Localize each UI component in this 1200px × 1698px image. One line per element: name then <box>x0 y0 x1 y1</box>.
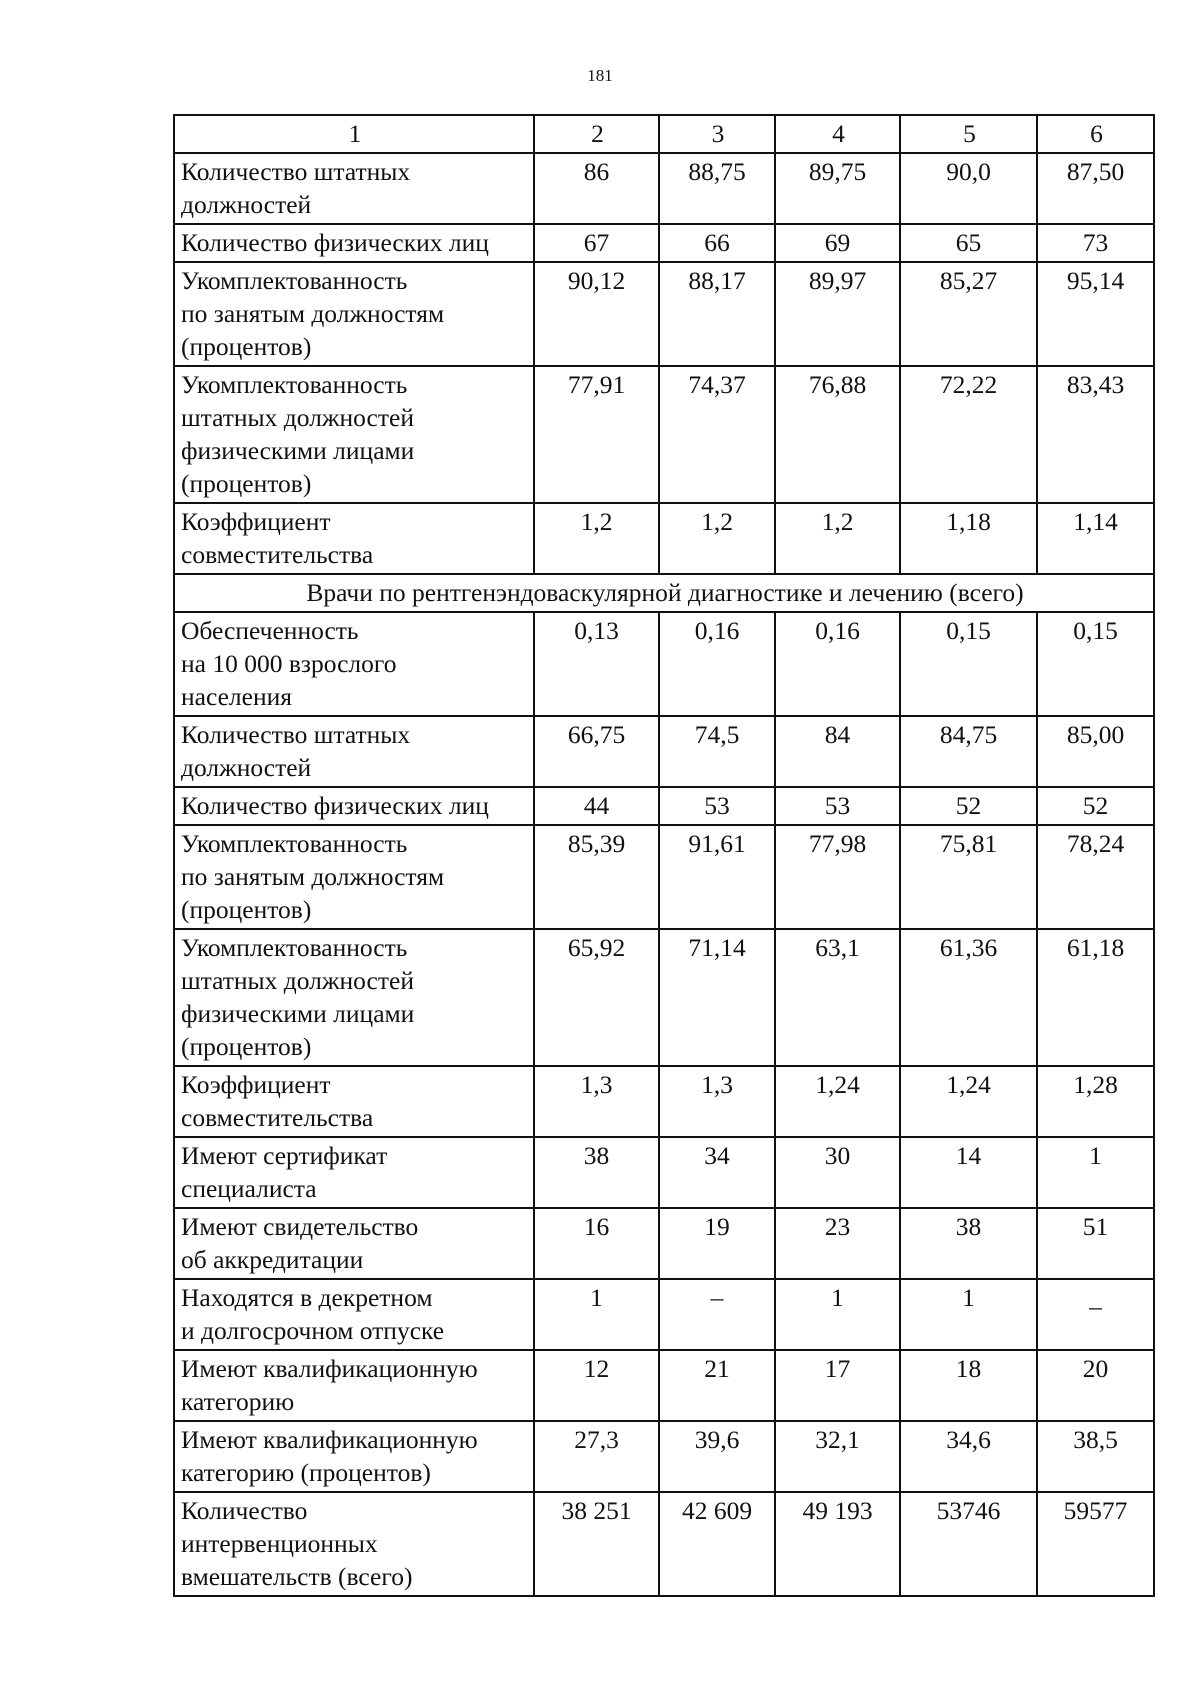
row-label <box>174 224 534 262</box>
table-row <box>174 787 1154 825</box>
table-row <box>174 825 1154 929</box>
row-value: 74,37 <box>659 366 775 503</box>
row-value: 89,75 <box>775 153 900 224</box>
section-row <box>174 574 1154 612</box>
row-value: 61,18 <box>1037 929 1154 1066</box>
row-value: 0,15 <box>900 612 1037 716</box>
row-value: 18 <box>900 1350 1037 1421</box>
row-label-line: Находятся в декретном <box>181 1283 433 1312</box>
row-label <box>174 1279 534 1350</box>
row-value: 77,98 <box>775 825 900 929</box>
row-value: 77,91 <box>534 366 659 503</box>
row-value: 90,12 <box>534 262 659 366</box>
row-value: 74,5 <box>659 716 775 787</box>
row-label-line: Имеют сертификат <box>181 1141 388 1170</box>
row-value: 66,75 <box>534 716 659 787</box>
row-value: 1 <box>534 1279 659 1350</box>
row-label <box>174 1066 534 1137</box>
row-value: 67 <box>534 224 659 262</box>
row-label-line: Количество штатных <box>181 157 411 186</box>
row-value: 1,3 <box>659 1066 775 1137</box>
row-label-line: Укомплектованность <box>181 933 408 962</box>
row-label-line: по занятым должностям <box>181 299 445 328</box>
row-value: 84 <box>775 716 900 787</box>
row-value: 27,3 <box>534 1421 659 1492</box>
page-number: 181 <box>587 66 613 85</box>
row-value: 39,6 <box>659 1421 775 1492</box>
row-value: 20 <box>1037 1350 1154 1421</box>
row-value: 23 <box>775 1208 900 1279</box>
row-value: 1,24 <box>775 1066 900 1137</box>
row-value: 1,14 <box>1037 503 1154 574</box>
row-value: _ <box>1037 1279 1154 1350</box>
row-label-line: интервенционных <box>181 1529 378 1558</box>
row-label-line: физическими лицами <box>181 999 415 1028</box>
row-value: 63,1 <box>775 929 900 1066</box>
row-value: 85,27 <box>900 262 1037 366</box>
row-value: 1,28 <box>1037 1066 1154 1137</box>
row-value: 44 <box>534 787 659 825</box>
row-label-line: Обеспеченность <box>181 616 359 645</box>
column-number: 2 <box>534 115 659 153</box>
row-label <box>174 1350 534 1421</box>
row-value: 88,75 <box>659 153 775 224</box>
column-number: 3 <box>659 115 775 153</box>
row-value: 84,75 <box>900 716 1037 787</box>
row-value: 0,15 <box>1037 612 1154 716</box>
row-label-line: об аккредитации <box>181 1245 364 1274</box>
row-value: 52 <box>1037 787 1154 825</box>
row-label-line: вмешательств (всего) <box>181 1562 413 1591</box>
table-row <box>174 1279 1154 1350</box>
row-label-line: Имеют квалификационную <box>181 1354 478 1383</box>
row-label-line: на 10 000 взрослого <box>181 649 397 678</box>
row-label-line: Количество <box>181 1496 308 1525</box>
row-value: 53746 <box>900 1492 1037 1596</box>
row-value: 16 <box>534 1208 659 1279</box>
row-value: 52 <box>900 787 1037 825</box>
row-label-line: Укомплектованность <box>181 829 408 858</box>
row-value: 86 <box>534 153 659 224</box>
row-value: 76,88 <box>775 366 900 503</box>
row-label <box>174 153 534 224</box>
row-label-line: категорию <box>181 1387 295 1416</box>
row-value: 89,97 <box>775 262 900 366</box>
row-label-line: (процентов) <box>181 895 312 924</box>
row-label <box>174 1208 534 1279</box>
row-value: 0,16 <box>659 612 775 716</box>
row-label-line: штатных должностей <box>181 403 414 432</box>
column-number: 6 <box>1037 115 1154 153</box>
row-label-line: (процентов) <box>181 469 312 498</box>
table-row <box>174 1137 1154 1208</box>
row-value: 53 <box>775 787 900 825</box>
row-label-line: категорию (процентов) <box>181 1458 431 1487</box>
row-value: 34 <box>659 1137 775 1208</box>
row-value: 61,36 <box>900 929 1037 1066</box>
row-value: 90,0 <box>900 153 1037 224</box>
row-value: 49 193 <box>775 1492 900 1596</box>
table-row <box>174 503 1154 574</box>
row-label <box>174 825 534 929</box>
row-value: 1 <box>775 1279 900 1350</box>
row-value: 65,92 <box>534 929 659 1066</box>
row-label-line: должностей <box>181 753 312 782</box>
row-label <box>174 716 534 787</box>
row-label-line: Коэффициент <box>181 1070 331 1099</box>
row-value: – <box>659 1279 775 1350</box>
row-value: 78,24 <box>1037 825 1154 929</box>
row-value: 1,2 <box>775 503 900 574</box>
row-value: 85,39 <box>534 825 659 929</box>
table-body <box>174 115 1154 1596</box>
table-row <box>174 262 1154 366</box>
row-value: 14 <box>900 1137 1037 1208</box>
row-label-line: специалиста <box>181 1174 317 1203</box>
row-value: 0,16 <box>775 612 900 716</box>
row-label <box>174 1492 534 1596</box>
row-label-line: по занятым должностям <box>181 862 445 891</box>
row-value: 72,22 <box>900 366 1037 503</box>
row-label-line: Количество штатных <box>181 720 411 749</box>
row-label <box>174 503 534 574</box>
row-label <box>174 1421 534 1492</box>
row-value: 53 <box>659 787 775 825</box>
table-row <box>174 366 1154 503</box>
row-value: 1,24 <box>900 1066 1037 1137</box>
table-row <box>174 716 1154 787</box>
row-value: 66 <box>659 224 775 262</box>
row-label-line: Количество физических лиц <box>181 228 489 257</box>
row-value: 32,1 <box>775 1421 900 1492</box>
row-label <box>174 787 534 825</box>
row-value: 1,3 <box>534 1066 659 1137</box>
row-value: 1,2 <box>534 503 659 574</box>
statistics-table <box>173 114 1155 1597</box>
row-value: 17 <box>775 1350 900 1421</box>
row-label-line: Имеют свидетельство <box>181 1212 419 1241</box>
row-value: 34,6 <box>900 1421 1037 1492</box>
row-label-line: Имеют квалификационную <box>181 1425 478 1454</box>
column-number: 1 <box>174 115 534 153</box>
table-row <box>174 1492 1154 1596</box>
row-value: 69 <box>775 224 900 262</box>
row-value: 73 <box>1037 224 1154 262</box>
row-label-line: и долгосрочном отпуске <box>181 1316 445 1345</box>
row-label-line: совместительства <box>181 1103 374 1132</box>
row-value: 1,18 <box>900 503 1037 574</box>
row-value: 85,00 <box>1037 716 1154 787</box>
row-value: 71,14 <box>659 929 775 1066</box>
table-row <box>174 929 1154 1066</box>
row-value: 12 <box>534 1350 659 1421</box>
row-value: 88,17 <box>659 262 775 366</box>
row-label-line: Укомплектованность <box>181 266 408 295</box>
row-value: 51 <box>1037 1208 1154 1279</box>
row-value: 91,61 <box>659 825 775 929</box>
row-label <box>174 366 534 503</box>
table-row <box>174 224 1154 262</box>
row-label-line: физическими лицами <box>181 436 415 465</box>
row-value: 59577 <box>1037 1492 1154 1596</box>
row-label <box>174 929 534 1066</box>
row-value: 38,5 <box>1037 1421 1154 1492</box>
row-value: 30 <box>775 1137 900 1208</box>
row-value: 65 <box>900 224 1037 262</box>
row-label <box>174 262 534 366</box>
row-value: 95,14 <box>1037 262 1154 366</box>
row-value: 21 <box>659 1350 775 1421</box>
row-label-line: (процентов) <box>181 332 312 361</box>
table-row <box>174 1421 1154 1492</box>
row-label-line: Количество физических лиц <box>181 791 489 820</box>
row-label-line: Коэффициент <box>181 507 331 536</box>
table-row <box>174 1208 1154 1279</box>
table-row <box>174 1066 1154 1137</box>
section-title: Врачи по рентгенэндоваскулярной диагностике и лечению (всего) <box>174 574 1154 612</box>
row-label <box>174 612 534 716</box>
row-value: 1,2 <box>659 503 775 574</box>
row-label-line: Укомплектованность <box>181 370 408 399</box>
row-value: 42 609 <box>659 1492 775 1596</box>
column-number: 4 <box>775 115 900 153</box>
column-number: 5 <box>900 115 1037 153</box>
table-row <box>174 1350 1154 1421</box>
row-value: 38 <box>900 1208 1037 1279</box>
row-value: 75,81 <box>900 825 1037 929</box>
row-value: 38 251 <box>534 1492 659 1596</box>
row-label-line: совместительства <box>181 540 374 569</box>
row-label-line: (процентов) <box>181 1032 312 1061</box>
row-value: 0,13 <box>534 612 659 716</box>
row-label <box>174 1137 534 1208</box>
column-number-row <box>174 115 1154 153</box>
row-label-line: должностей <box>181 190 312 219</box>
table-row <box>174 153 1154 224</box>
row-value: 19 <box>659 1208 775 1279</box>
row-value: 1 <box>900 1279 1037 1350</box>
table-row <box>174 612 1154 716</box>
row-value: 1 <box>1037 1137 1154 1208</box>
row-label-line: населения <box>181 682 292 711</box>
row-value: 38 <box>534 1137 659 1208</box>
row-label-line: штатных должностей <box>181 966 414 995</box>
row-value: 87,50 <box>1037 153 1154 224</box>
row-value: 83,43 <box>1037 366 1154 503</box>
